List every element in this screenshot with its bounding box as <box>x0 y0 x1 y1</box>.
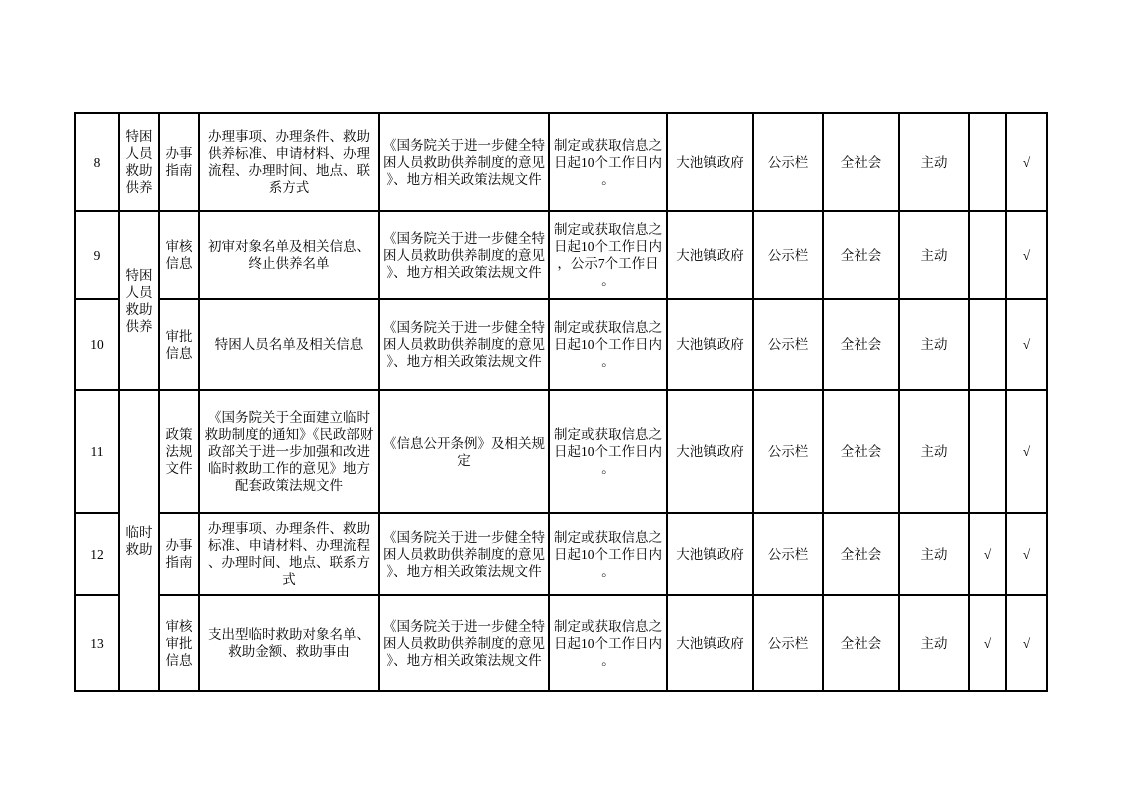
cell-check-first <box>969 390 1006 513</box>
cell-responsible-unit: 大池镇政府 <box>667 595 753 691</box>
cell-item-type: 审批信息 <box>159 299 199 390</box>
cell-channel: 公示栏 <box>753 299 823 390</box>
cell-audience: 全社会 <box>823 211 899 299</box>
cell-check-first <box>969 113 1006 211</box>
cell-responsible-unit: 大池镇政府 <box>667 299 753 390</box>
cell-serial-number: 10 <box>75 299 119 390</box>
cell-check-first: √ <box>969 513 1006 595</box>
cell-disclosure-basis: 《国务院关于进一步健全特困人员救助供养制度的意见》、地方相关政策法规文件 <box>379 299 549 390</box>
cell-disclosure-content: 特困人员名单及相关信息 <box>199 299 379 390</box>
cell-check-second: √ <box>1006 513 1047 595</box>
cell-responsible-unit: 大池镇政府 <box>667 513 753 595</box>
cell-channel: 公示栏 <box>753 113 823 211</box>
cell-responsible-unit: 大池镇政府 <box>667 390 753 513</box>
cell-category: 特困人员救助供养 <box>119 113 159 211</box>
cell-time-limit: 制定或获取信息之日起10个工作日内。 <box>549 113 667 211</box>
cell-audience: 全社会 <box>823 390 899 513</box>
cell-method: 主动 <box>899 211 969 299</box>
cell-time-limit: 制定或获取信息之日起10个工作日内，公示7个工作日。 <box>549 211 667 299</box>
cell-channel: 公示栏 <box>753 595 823 691</box>
table-row-13 <box>75 595 1047 691</box>
cell-check-second: √ <box>1006 390 1047 513</box>
cell-serial-number: 8 <box>75 113 119 211</box>
cell-item-type: 审核信息 <box>159 211 199 299</box>
cell-disclosure-content: 支出型临时救助对象名单、救助金额、救助事由 <box>199 595 379 691</box>
cell-check-first <box>969 211 1006 299</box>
cell-time-limit: 制定或获取信息之日起10个工作日内。 <box>549 299 667 390</box>
cell-disclosure-basis: 《国务院关于进一步健全特困人员救助供养制度的意见》、地方相关政策法规文件 <box>379 513 549 595</box>
cell-serial-number: 9 <box>75 211 119 299</box>
cell-disclosure-basis: 《信息公开条例》及相关规定 <box>379 390 549 513</box>
cell-method: 主动 <box>899 390 969 513</box>
cell-disclosure-basis: 《国务院关于进一步健全特困人员救助供养制度的意见》、地方相关政策法规文件 <box>379 113 549 211</box>
cell-serial-number: 11 <box>75 390 119 513</box>
cell-category-merged: 特困人员救助供养 <box>119 211 159 390</box>
cell-audience: 全社会 <box>823 113 899 211</box>
cell-check-first <box>969 299 1006 390</box>
cell-responsible-unit: 大池镇政府 <box>667 113 753 211</box>
cell-method: 主动 <box>899 113 969 211</box>
cell-channel: 公示栏 <box>753 390 823 513</box>
cell-disclosure-content: 办理事项、办理条件、救助标准、申请材料、办理流程、办理时间、地点、联系方式 <box>199 513 379 595</box>
cell-item-type: 政策法规文件 <box>159 390 199 513</box>
cell-check-second: √ <box>1006 595 1047 691</box>
cell-serial-number: 12 <box>75 513 119 595</box>
cell-item-type: 审核审批信息 <box>159 595 199 691</box>
cell-check-second: √ <box>1006 113 1047 211</box>
cell-method: 主动 <box>899 595 969 691</box>
cell-audience: 全社会 <box>823 513 899 595</box>
table-row-11 <box>75 390 1047 513</box>
cell-audience: 全社会 <box>823 299 899 390</box>
cell-check-second: √ <box>1006 299 1047 390</box>
cell-serial-number: 13 <box>75 595 119 691</box>
cell-disclosure-basis: 《国务院关于进一步健全特困人员救助供养制度的意见》、地方相关政策法规文件 <box>379 595 549 691</box>
cell-audience: 全社会 <box>823 595 899 691</box>
table-row-10 <box>75 299 1047 390</box>
table-row-12 <box>75 513 1047 595</box>
table-row-8 <box>75 113 1047 211</box>
cell-channel: 公示栏 <box>753 513 823 595</box>
cell-disclosure-content: 《国务院关于全面建立临时救助制度的通知》《民政部财政部关于进一步加强和改进临时救助工作的意见》地方配套政策法规文件 <box>199 390 379 513</box>
cell-channel: 公示栏 <box>753 211 823 299</box>
cell-time-limit: 制定或获取信息之日起10个工作日内。 <box>549 513 667 595</box>
cell-disclosure-content: 初审对象名单及相关信息、终止供养名单 <box>199 211 379 299</box>
disclosure-catalog-table <box>74 112 1048 692</box>
cell-check-second: √ <box>1006 211 1047 299</box>
cell-item-type: 办事指南 <box>159 513 199 595</box>
cell-method: 主动 <box>899 513 969 595</box>
cell-time-limit: 制定或获取信息之日起10个工作日内。 <box>549 595 667 691</box>
table-row-9 <box>75 211 1047 299</box>
cell-category-merged: 临时救助 <box>119 390 159 691</box>
cell-time-limit: 制定或获取信息之日起10个工作日内。 <box>549 390 667 513</box>
cell-item-type: 办事指南 <box>159 113 199 211</box>
cell-method: 主动 <box>899 299 969 390</box>
cell-check-first: √ <box>969 595 1006 691</box>
cell-disclosure-basis: 《国务院关于进一步健全特困人员救助供养制度的意见》、地方相关政策法规文件 <box>379 211 549 299</box>
cell-responsible-unit: 大池镇政府 <box>667 211 753 299</box>
cell-disclosure-content: 办理事项、办理条件、救助供养标准、申请材料、办理流程、办理时间、地点、联系方式 <box>199 113 379 211</box>
